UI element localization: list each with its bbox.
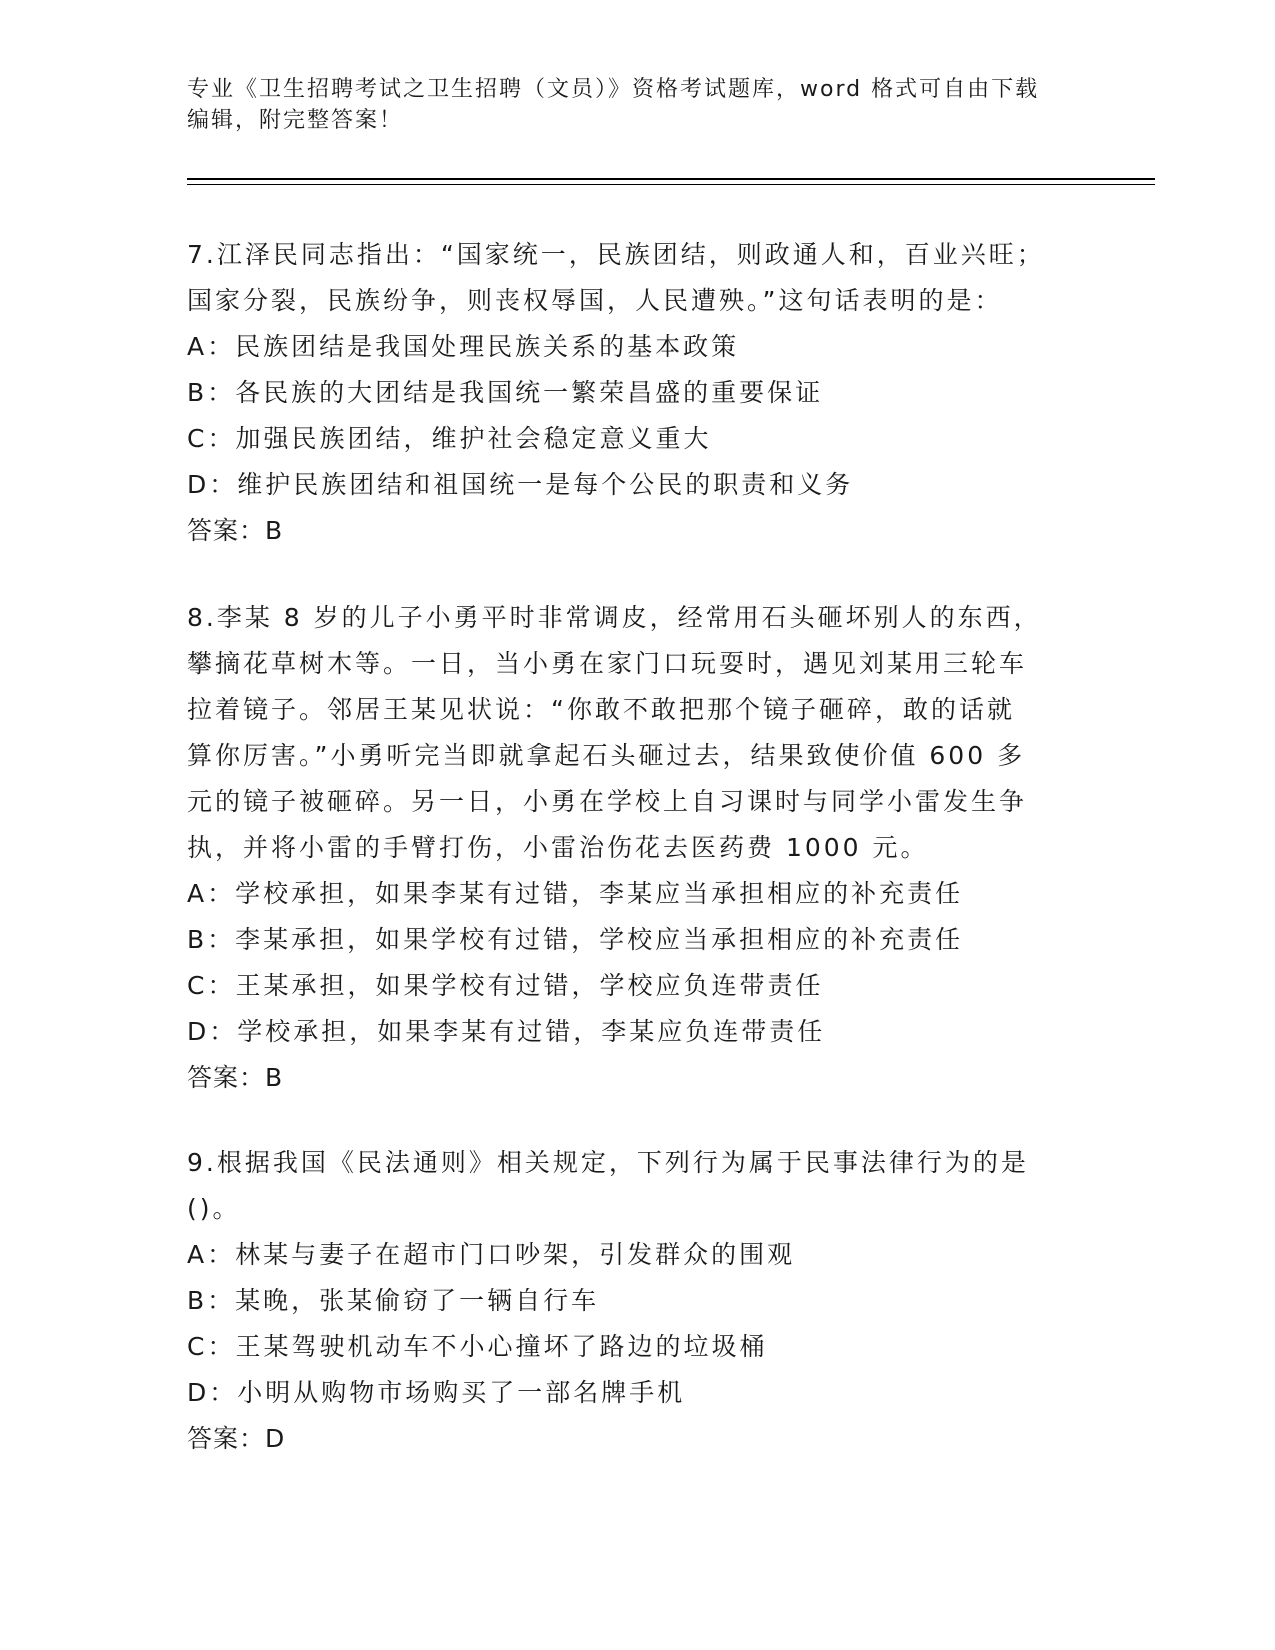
option-c: C：王某承担，如果学校有过错，学校应负连带责任 <box>187 971 824 1000</box>
option-d: D：小明从购物市场购买了一部名牌手机 <box>187 1378 686 1407</box>
document-header <box>187 74 1087 136</box>
question-stem-line: 国家分裂，民族纷争，则丧权辱国，人民遭殃。”这句话表明的是： <box>187 286 1003 315</box>
option-a: A：学校承担，如果李某有过错，李某应当承担相应的补充责任 <box>187 879 964 908</box>
option-b: B：各民族的大团结是我国统一繁荣昌盛的重要保证 <box>187 378 824 407</box>
question-stem-line: 算你厉害。”小勇听完当即就拿起石头砸过去，结果致使价值 600 多 <box>187 741 1026 770</box>
question-stem-line: ()。 <box>187 1194 241 1223</box>
option-d: D：学校承担，如果李某有过错，李某应负连带责任 <box>187 1017 826 1046</box>
answer-label: 答案：B <box>187 1063 284 1092</box>
option-a: A：民族团结是我国处理民族关系的基本政策 <box>187 332 740 361</box>
header-divider-thin <box>187 184 1155 185</box>
header-divider-thick <box>187 178 1155 180</box>
option-d: D：维护民族团结和祖国统一是每个公民的职责和义务 <box>187 470 854 499</box>
question-stem-line: 拉着镜子。邻居王某见状说：“你敢不敢把那个镜子砸碎，敢的话就 <box>187 695 1015 724</box>
option-b: B：李某承担，如果学校有过错，学校应当承担相应的补充责任 <box>187 925 964 954</box>
question-stem-line: 9.根据我国《民法通则》相关规定，下列行为属于民事法律行为的是 <box>187 1148 1029 1177</box>
question-7 <box>187 232 1087 554</box>
header-line-1: 专业《卫生招聘考试之卫生招聘（文员）》资格考试题库，word 格式可自由下载 <box>187 77 1040 102</box>
question-stem-line: 7.江泽民同志指出：“国家统一，民族团结，则政通人和，百业兴旺； <box>187 240 1045 269</box>
question-9 <box>187 1140 1087 1462</box>
question-stem-line: 攀摘花草树木等。一日，当小勇在家门口玩耍时，遇见刘某用三轮车 <box>187 649 1028 678</box>
question-stem-line: 8.李某 8 岁的儿子小勇平时非常调皮，经常用石头砸坏别人的东西， <box>187 603 1042 632</box>
question-stem-line: 元的镜子被砸碎。另一日，小勇在学校上自习课时与同学小雷发生争 <box>187 787 1028 816</box>
answer-label: 答案：D <box>187 1424 286 1453</box>
option-c: C：加强民族团结，维护社会稳定意义重大 <box>187 424 712 453</box>
header-line-2: 编辑，附完整答案！ <box>187 108 404 133</box>
answer-label: 答案：B <box>187 516 284 545</box>
option-c: C：王某驾驶机动车不小心撞坏了路边的垃圾桶 <box>187 1332 768 1361</box>
question-stem-line: 执，并将小雷的手臂打伤，小雷治伤花去医药费 1000 元。 <box>187 833 929 862</box>
question-8 <box>187 595 1087 1101</box>
option-b: B：某晚，张某偷窃了一辆自行车 <box>187 1286 600 1315</box>
option-a: A：林某与妻子在超市门口吵架，引发群众的围观 <box>187 1240 796 1269</box>
